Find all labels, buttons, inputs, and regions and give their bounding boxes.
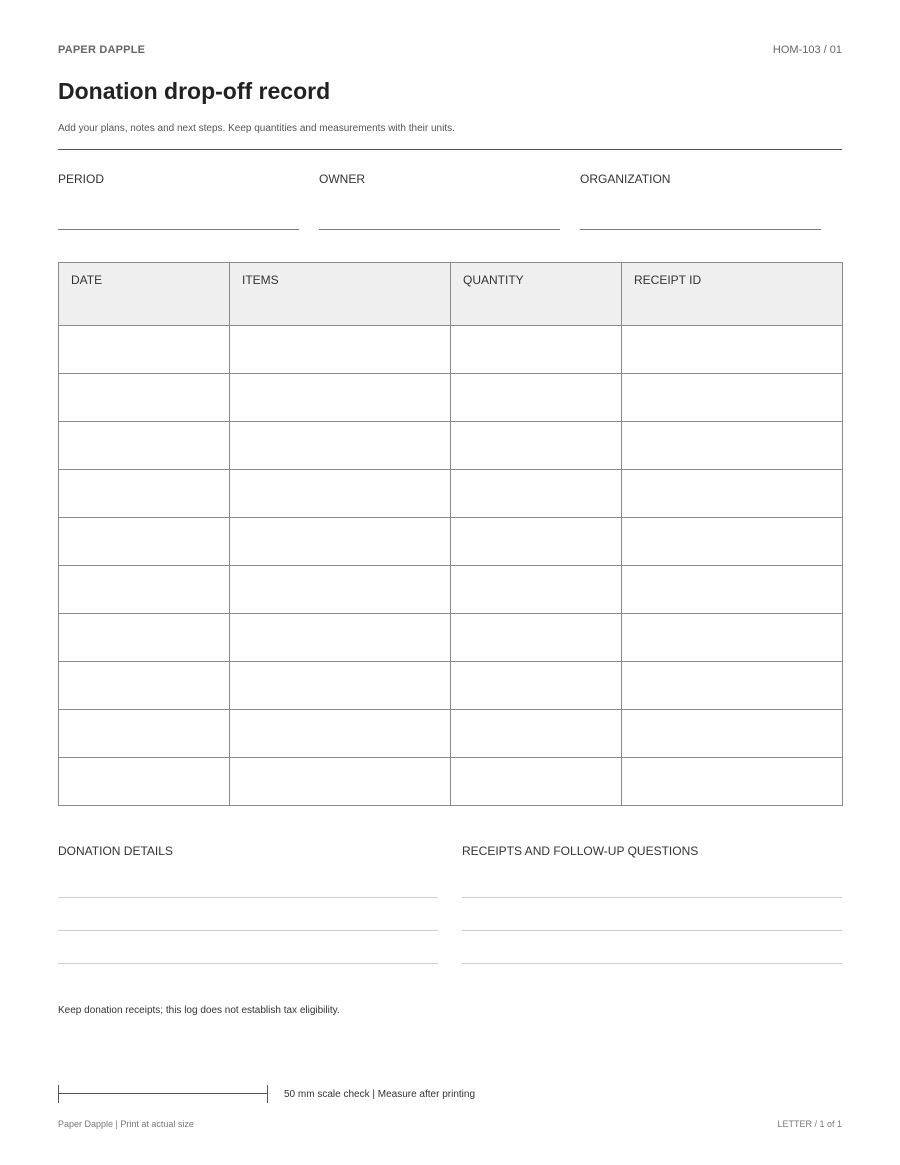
receipts-questions-line[interactable] [462,963,842,964]
organization-field[interactable] [580,172,821,230]
cell-quantity[interactable] [451,422,622,470]
period-input-line[interactable] [58,229,299,230]
form-code: HOM-103 / 01 [772,44,842,56]
donation-details-label: DONATION DETAILS [58,844,173,858]
footer-page-info: LETTER / 1 of 1 [777,1119,842,1129]
donation-details-line[interactable] [58,963,438,964]
scale-bar-line [58,1093,268,1094]
owner-field[interactable] [319,172,560,230]
cell-receipt-id[interactable] [622,566,843,614]
cell-receipt-id[interactable] [622,518,843,566]
cell-quantity[interactable] [451,710,622,758]
cell-receipt-id[interactable] [622,662,843,710]
period-field[interactable] [58,172,299,230]
title-divider [58,149,842,150]
cell-date[interactable] [59,662,230,710]
receipts-questions-line[interactable] [462,930,842,931]
donation-details-line[interactable] [58,897,438,898]
cell-items[interactable] [230,374,451,422]
cell-receipt-id[interactable] [622,374,843,422]
donation-log-table [58,262,843,806]
table-row [59,710,843,758]
table-row [59,758,843,806]
cell-items[interactable] [230,566,451,614]
column-header-items: ITEMS [230,263,451,326]
footer-print-note: Paper Dapple | Print at actual size [58,1119,194,1129]
cell-receipt-id[interactable] [622,614,843,662]
scale-check-label: 50 mm scale check | Measure after printing [284,1089,476,1100]
organization-label: ORGANIZATION [580,172,671,186]
scale-bar-tick-end [267,1085,268,1103]
cell-quantity[interactable] [451,518,622,566]
table-row [59,662,843,710]
tax-disclaimer: Keep donation receipts; this log does not establish tax eligibility. [58,1005,340,1016]
cell-date[interactable] [59,710,230,758]
cell-quantity[interactable] [451,758,622,806]
page-title: Donation drop-off record [58,78,331,104]
column-header-date: DATE [59,263,230,326]
cell-receipt-id[interactable] [622,758,843,806]
organization-input-line[interactable] [580,229,821,230]
table-row [59,326,843,374]
cell-items[interactable] [230,662,451,710]
cell-date[interactable] [59,422,230,470]
cell-receipt-id[interactable] [622,470,843,518]
cell-receipt-id[interactable] [622,422,843,470]
receipts-questions-label: RECEIPTS AND FOLLOW-UP QUESTIONS [462,844,699,858]
table-row [59,374,843,422]
receipts-questions-line[interactable] [462,897,842,898]
cell-date[interactable] [59,470,230,518]
cell-items[interactable] [230,518,451,566]
cell-quantity[interactable] [451,614,622,662]
cell-receipt-id[interactable] [622,710,843,758]
cell-date[interactable] [59,566,230,614]
cell-quantity[interactable] [451,662,622,710]
cell-receipt-id[interactable] [622,326,843,374]
scale-bar [58,1085,268,1103]
table-row [59,422,843,470]
cell-quantity[interactable] [451,374,622,422]
table-body [59,326,843,806]
period-label: PERIOD [58,172,105,186]
page-subtitle: Add your plans, notes and next steps. Keep quantities and measurements with their units. [58,123,455,134]
table-row [59,470,843,518]
cell-date[interactable] [59,614,230,662]
owner-label: OWNER [319,172,365,186]
column-header-receipt-id: RECEIPT ID [622,263,843,326]
column-header-quantity: QUANTITY [451,263,622,326]
donation-details-section [58,844,438,858]
cell-quantity[interactable] [451,566,622,614]
receipts-questions-section [462,844,842,858]
cell-items[interactable] [230,326,451,374]
cell-date[interactable] [59,326,230,374]
cell-items[interactable] [230,614,451,662]
table-row [59,518,843,566]
cell-date[interactable] [59,374,230,422]
donation-details-line[interactable] [58,930,438,931]
cell-date[interactable] [59,518,230,566]
owner-input-line[interactable] [319,229,560,230]
cell-items[interactable] [230,758,451,806]
cell-date[interactable] [59,758,230,806]
brand-name: PAPER DAPPLE [58,44,146,56]
cell-quantity[interactable] [451,326,622,374]
scale-bar-tick-start [58,1085,59,1103]
cell-items[interactable] [230,470,451,518]
cell-items[interactable] [230,710,451,758]
table-row [59,566,843,614]
cell-quantity[interactable] [451,470,622,518]
cell-items[interactable] [230,422,451,470]
table-header-row [59,263,843,326]
table-row [59,614,843,662]
